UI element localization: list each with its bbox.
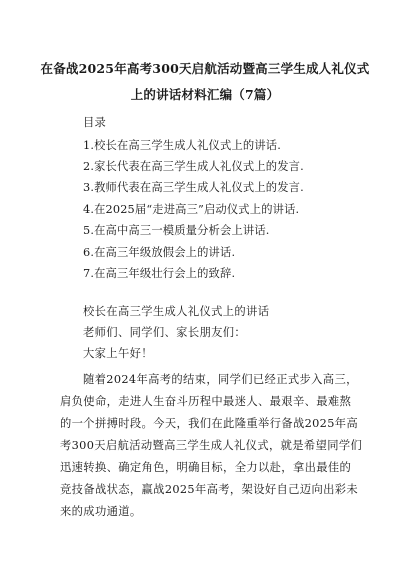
toc-item: 7.在高三年级壮行会上的致辞.: [83, 267, 236, 280]
toc-item: 4.在2025届“走进高三”启动仪式上的讲话.: [83, 203, 300, 216]
toc-item: 5.在高中高三一模质量分析会上讲话.: [83, 224, 270, 237]
toc-item: 3.教师代表在高三学生成人礼仪式上的发言.: [83, 181, 304, 194]
paragraph-line: 考300天启航活动暨高三学生成人礼仪式，就是希望同学们: [60, 439, 363, 452]
toc-item: 2.家长代表在高三学生成人礼仪式上的发言.: [83, 160, 304, 173]
paragraph-line: 随着2024年高考的结束，同学们已经正式步入高三，: [83, 373, 358, 386]
paragraph-line: 肩负使命，走进人生奋斗历程中最迷人、最艰辛、最难熬: [60, 395, 352, 408]
toc-item: 1.校长在高三学生成人礼仪式上的讲话.: [83, 139, 281, 152]
paragraph-line: 竞技备战状态，赢战2025年高考，架设好自己迈向出彩未: [60, 483, 359, 496]
paragraph-line: 来的成功通道。: [60, 505, 142, 518]
toc-heading: 目录: [83, 116, 106, 129]
document-title-line-2: 上的讲话材料汇编（7篇）: [130, 87, 280, 102]
paragraph-line: 迅速转换、确定角色，明确目标，全力以赴，拿出最佳的: [60, 461, 352, 474]
document-title-line-1: 在备战2025年高考300天启航活动暨高三学生成人礼仪式: [40, 61, 370, 76]
toc-item: 6.在高三年级放假会上的讲话.: [83, 246, 236, 259]
greeting: 大家上午好！: [83, 347, 153, 360]
salutation: 老师们、同学们、家长朋友们：: [83, 326, 247, 339]
paragraph-line: 的一个拼搏时段。今天，我们在此隆重举行备战2025年高: [60, 417, 359, 430]
section-title: 校长在高三学生成人礼仪式上的讲话: [83, 305, 270, 318]
